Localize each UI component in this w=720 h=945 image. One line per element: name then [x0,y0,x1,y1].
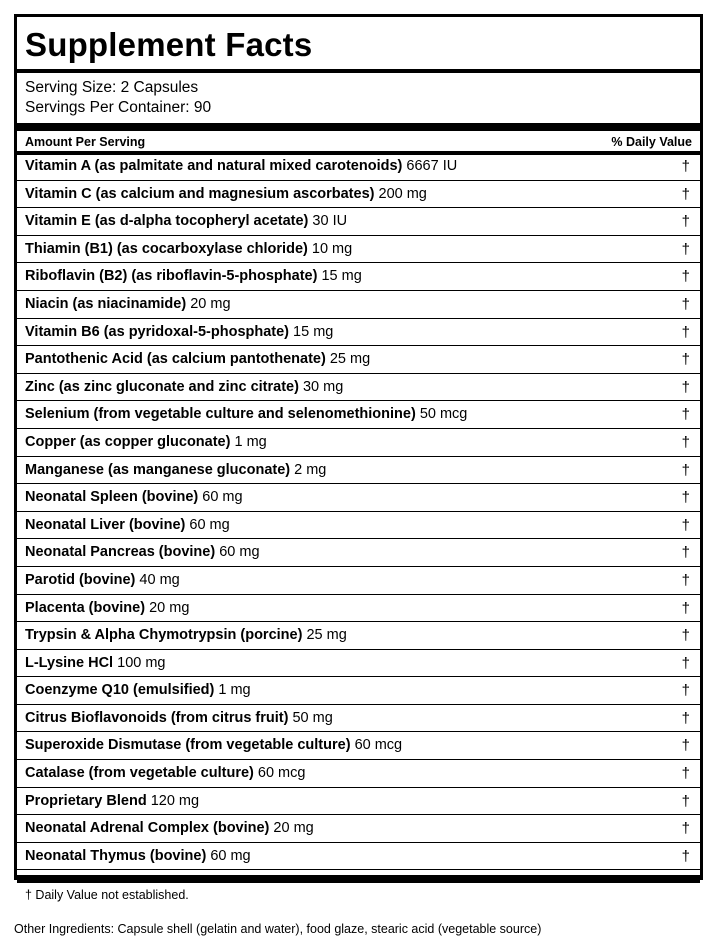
ingredient-amount: 20 mg [273,820,314,837]
ingredient-text [25,267,362,285]
ingredient-amount: 25 mg [306,627,347,644]
ingredient-text [25,378,343,396]
daily-value-dagger: † [681,571,690,589]
ingredient-amount: 30 IU [312,213,348,230]
ingredient-row [17,760,700,788]
ingredient-amount: 6667 IU [406,158,458,174]
ingredient-row [17,732,700,760]
ingredient-text [25,847,251,865]
ingredient-name: Manganese (as manganese gluconate) [25,461,291,478]
daily-value-dagger: † [681,240,690,258]
ingredient-name: Vitamin E (as d-alpha tocopheryl acetate) [25,213,309,230]
daily-value-dagger: † [681,185,690,203]
daily-value-dagger: † [681,351,690,369]
daily-value-dagger: † [681,489,690,507]
ingredient-row [17,319,700,347]
supplement-facts-panel [14,14,703,902]
ingredient-text [25,350,370,368]
ingredient-name: Coenzyme Q10 (emulsified) [25,682,215,699]
ingredient-row [17,512,700,540]
ingredient-amount: 40 mg [139,571,180,588]
ingredient-name: Vitamin A (as palmitate and natural mixed carotenoids) [25,158,403,174]
ingredient-row [17,181,700,209]
ingredient-row [17,291,700,319]
ingredient-row [17,236,700,264]
panel-title: Supplement Facts [25,26,313,63]
ingredient-text [25,516,230,534]
ingredient-text [25,764,305,782]
ingredient-amount: 1 mg [234,433,267,450]
ingredient-name: Neonatal Thymus (bovine) [25,847,207,864]
ingredient-text [25,405,467,423]
ingredient-row [17,677,700,705]
ingredient-name: Niacin (as niacinamide) [25,295,187,312]
ingredient-text [25,157,457,175]
ingredient-amount: 20 mg [149,599,190,616]
ingredient-text [25,819,314,837]
daily-value-dagger: † [681,820,690,838]
ingredient-name: Riboflavin (B2) (as riboflavin-5-phosphate) [25,268,318,285]
ingredient-name: Neonatal Pancreas (bovine) [25,544,216,561]
ingredient-name: Neonatal Spleen (bovine) [25,489,199,506]
column-header [25,133,692,151]
ingredient-name: Selenium (from vegetable culture and selenomethionine) [25,406,416,423]
daily-value-dagger: † [681,295,690,313]
title-divider [17,69,700,73]
ingredient-name: Thiamin (B1) (as cocarboxylase chloride) [25,240,308,257]
daily-value-dagger: † [681,765,690,783]
ingredient-text [25,736,402,754]
ingredient-text [25,433,267,451]
ingredient-name: Superoxide Dismutase (from vegetable culture) [25,737,351,754]
ingredient-name: Placenta (bovine) [25,599,146,616]
ingredient-row [17,539,700,567]
ingredient-row [17,263,700,291]
ingredient-name: Vitamin C (as calcium and magnesium ascorbates) [25,185,375,202]
ingredient-amount: 15 mg [293,323,334,340]
ingredient-amount: 50 mcg [419,406,468,423]
footer-divider [17,875,700,883]
ingredient-amount: 10 mg [311,240,353,257]
ingredient-text [25,571,180,589]
ingredient-name: Vitamin B6 (as pyridoxal-5-phosphate) [25,323,290,340]
daily-value-dagger: † [681,544,690,562]
ingredient-list [17,153,700,870]
ingredient-amount: 200 mg [378,185,427,202]
ingredient-amount: 60 mg [189,516,230,533]
ingredient-name: L-Lysine HCl [25,654,114,671]
ingredient-row [17,843,700,871]
ingredient-name: Pantothenic Acid (as calcium pantothenate) [25,351,326,368]
ingredient-text [25,709,333,727]
amount-per-serving-label: Amount Per Serving [25,135,146,149]
ingredient-amount: 60 mcg [354,737,403,754]
daily-value-dagger: † [681,461,690,479]
daily-value-dagger: † [681,847,690,865]
ingredient-name: Trypsin & Alpha Chymotrypsin (porcine) [25,627,303,644]
ingredient-row [17,484,700,512]
daily-value-dagger: † [681,709,690,727]
ingredient-text [25,654,166,672]
daily-value-dagger: † [681,406,690,424]
ingredient-text [25,212,347,230]
ingredient-text [25,185,427,203]
ingredient-amount: 120 mg [150,792,200,809]
ingredient-text [25,488,243,506]
daily-value-dagger: † [681,737,690,755]
daily-value-dagger: † [681,516,690,534]
daily-value-dagger: † [681,158,690,175]
ingredient-amount: 60 mg [219,544,260,561]
ingredient-row [17,595,700,623]
footnote: † Daily Value not established. [25,888,189,902]
ingredient-row [17,208,700,236]
daily-value-dagger: † [681,627,690,645]
serving-size: Serving Size: 2 Capsules [25,79,199,96]
servings-per-container: Servings Per Container: 90 [25,99,212,116]
ingredient-amount: 60 mcg [257,765,306,782]
ingredient-text [25,792,199,810]
ingredient-row [17,650,700,678]
ingredient-name: Citrus Bioflavonoids (from citrus fruit) [25,709,289,726]
ingredient-text [25,323,333,341]
ingredient-amount: 20 mg [190,295,231,312]
ingredient-amount: 2 mg [294,461,327,478]
ingredient-text [25,681,251,699]
ingredient-row [17,815,700,843]
ingredient-row [17,374,700,402]
daily-value-dagger: † [681,213,690,231]
ingredient-amount: 30 mg [302,378,344,395]
ingredient-row [17,567,700,595]
daily-value-dagger: † [681,378,690,396]
ingredient-name: Neonatal Liver (bovine) [25,516,186,533]
ingredient-name: Copper (as copper gluconate) [25,433,231,450]
ingredient-row [17,788,700,816]
daily-value-dagger: † [681,268,690,286]
daily-value-label: % Daily Value [611,135,692,149]
ingredient-name: Zinc (as zinc gluconate and zinc citrate) [25,378,299,395]
ingredient-row [17,457,700,485]
ingredient-name: Catalase (from vegetable culture) [25,765,254,782]
ingredient-text [25,240,352,258]
ingredient-row [17,429,700,457]
ingredient-text [25,543,260,561]
ingredient-amount: 25 mg [329,351,371,368]
serving-divider [17,123,700,131]
ingredient-row [17,622,700,650]
daily-value-dagger: † [681,433,690,451]
ingredient-name: Proprietary Blend [25,792,147,809]
ingredient-row [17,705,700,733]
ingredient-row [17,346,700,374]
ingredient-name: Neonatal Adrenal Complex (bovine) [25,820,270,837]
daily-value-dagger: † [681,599,690,617]
ingredient-amount: 60 mg [210,847,251,864]
ingredient-text [25,599,189,617]
daily-value-dagger: † [681,682,690,700]
daily-value-dagger: † [681,792,690,810]
ingredient-amount: 50 mg [292,709,333,726]
ingredient-amount: 15 mg [321,268,362,285]
ingredient-text [25,295,231,313]
ingredient-text [25,461,326,479]
ingredient-amount: 60 mg [202,489,243,506]
ingredient-name: Parotid (bovine) [25,571,136,588]
ingredient-amount: 100 mg [117,654,166,671]
ingredient-text [25,626,347,644]
ingredient-amount: 1 mg [218,682,251,699]
daily-value-dagger: † [681,654,690,672]
daily-value-dagger: † [681,323,690,341]
other-ingredients: Other Ingredients: Capsule shell (gelatin and water), food glaze, stearic acid (vegetable source) [14,922,542,936]
ingredient-row [17,153,700,181]
ingredient-row [17,401,700,429]
